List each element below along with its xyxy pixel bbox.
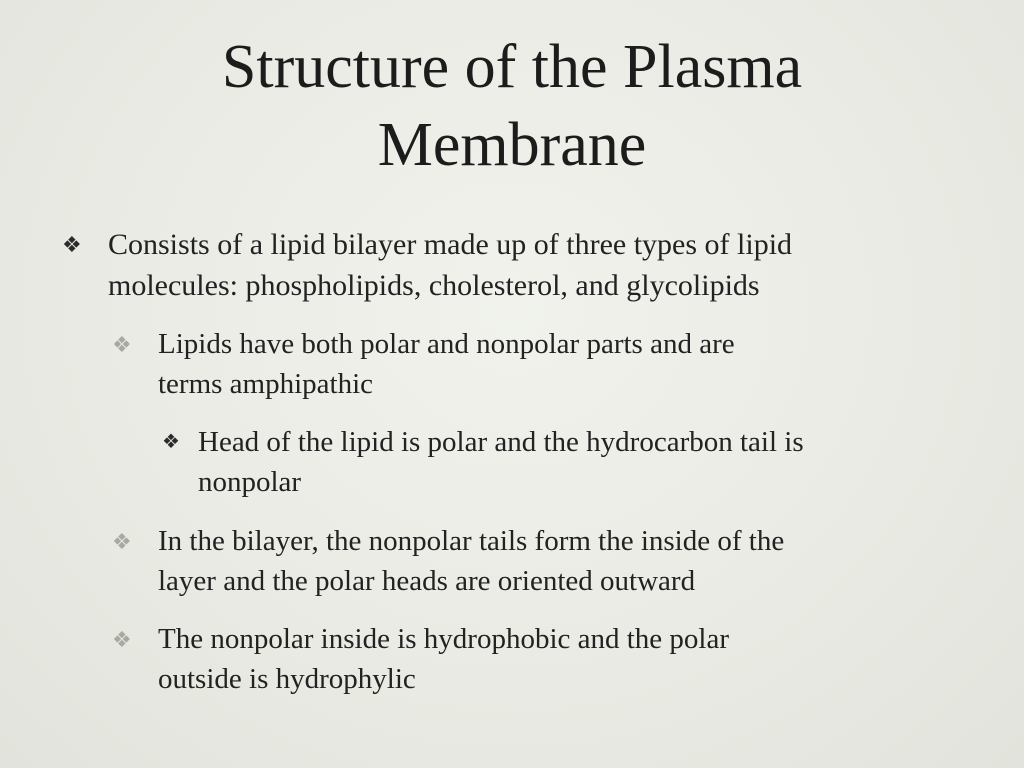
slide-title-line-1: Structure of the Plasma (221, 33, 803, 101)
bullet-item-amphipathic (112, 324, 972, 406)
bullet-text-line: In the bilayer, the nonpolar tails form the inside of the (158, 525, 785, 557)
bullet-text (198, 422, 988, 502)
bullet-text-line: layer and the polar heads are oriented outward (158, 565, 696, 597)
bullet-text-line: Consists of a lipid bilayer made up of three types of lipid (108, 228, 793, 261)
diamond-bullet-icon: ❖ (62, 232, 82, 257)
bullet-text-line: terms amphipathic (158, 368, 374, 400)
bullet-text (108, 224, 968, 306)
diamond-bullet-icon: ❖ (162, 431, 180, 453)
bullet-text-line: nonpolar (198, 466, 302, 498)
bullet-text-line: Head of the lipid is polar and the hydrocarbon tail is (198, 426, 804, 458)
diamond-bullet-icon: ❖ (112, 332, 132, 357)
slide-title-line-2: Membrane (377, 111, 647, 179)
bullet-text-line: outside is hydrophylic (158, 663, 416, 695)
bullet-item-hydrophobic (112, 619, 972, 701)
bullet-item-polar-head (162, 422, 982, 504)
bullet-item-lipid-bilayer (62, 224, 962, 308)
slide-title (60, 28, 964, 184)
bullet-text-line: molecules: phospholipids, cholesterol, and glycolipids (108, 269, 760, 302)
bullet-text-line: The nonpolar inside is hydrophobic and the polar (158, 623, 730, 655)
bullet-text (158, 324, 968, 404)
bullet-text-line: Lipids have both polar and nonpolar parts and are (158, 328, 735, 360)
bullet-text (158, 619, 968, 699)
diamond-bullet-icon: ❖ (112, 627, 132, 652)
bullet-text (158, 521, 978, 601)
bullet-item-bilayer-orientation (112, 521, 982, 603)
diamond-bullet-icon: ❖ (112, 529, 132, 554)
